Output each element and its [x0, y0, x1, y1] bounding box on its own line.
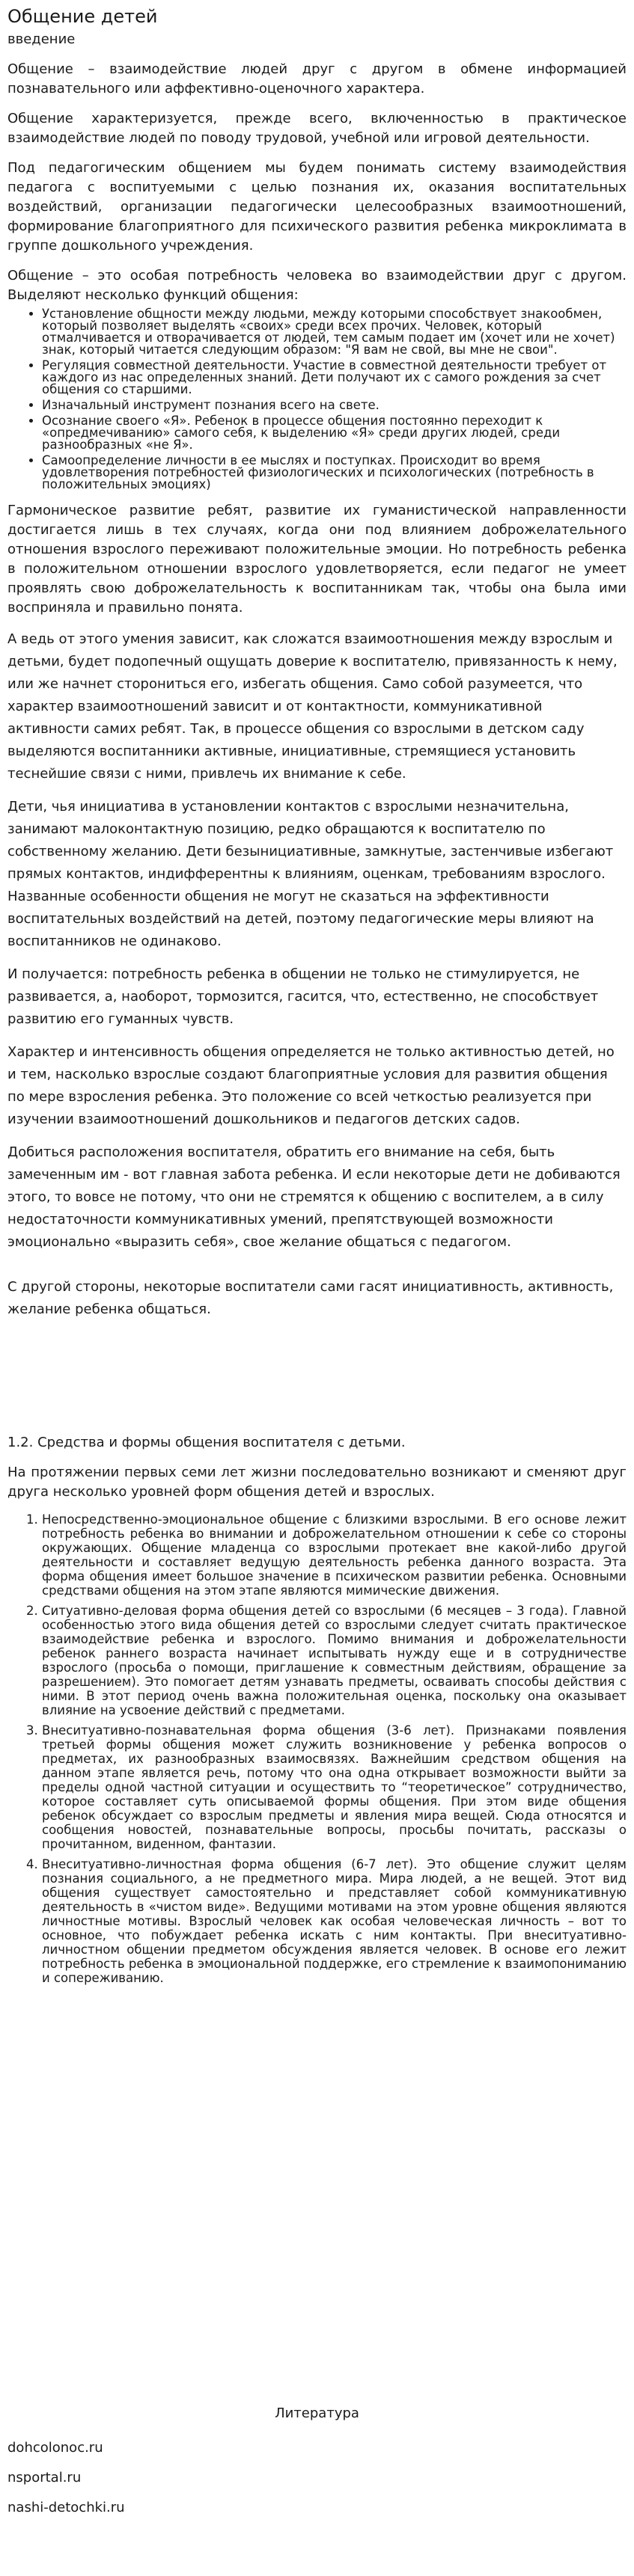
body-paragraph: Гармоническое развитие ребят, развитие их гуманистической направленности достигается лишь в тех случаях, когда они под влиянием доброжелательного отношения взрослого переживают положительные эмоции. Но потребность ребенка в положительном отношении взрослого удовлетворяется, если педагог не умеет проявлять свою доброжелательность к воспитанникам так, чтобы она была ими восприняла и правильно понята. — [7, 503, 627, 616]
intro-paragraph: Под педагогическим общением мы будем понимать систему взаимодействия педагога с воспитуемыми с целью познания их, оказания воспитательных воздействий, организации педагогически целесообразных взаимоотношений, формирование благоприятного для психического развития ребенка микроклимата в группе дошкольного учреждения. — [7, 160, 627, 254]
page-title: Общение детей — [7, 6, 158, 27]
list-item: • Самоопределение личности в ее мыслях и поступках. Происходит во время удовлетворения потребностей физиологических и психологических (потребность в положительных эмоциях) — [42, 455, 627, 491]
literature-item: nsportal.ru — [7, 2470, 82, 2485]
list-item: 1. Непосредственно-эмоциональное общение с близкими взрослыми. В его основе лежит потребность ребенка во внимании и доброжелательном отношении к себе со стороны окружающих. Общение младенца со взрослыми протекает вне какой-либо другой деятельности и составляет ведущую деятельность ребенка данного возраста. Эта форма общения имеет большое значение в психическом развитии ребенка. Основными средствами общения на этом этапе являются мимические движения. — [42, 1512, 627, 1598]
body-paragraph: И получается: потребность ребенка в общении не только не стимулируется, не развивается, а, наоборот, тормозится, гасится, что, естественно, не способствует развитию его гуманных чувств. — [7, 966, 599, 1027]
list-item: • Осознание своего «Я». Ребенок в процессе общения постоянно переходит к «опредмечиванию» самого себя, к выделению «Я» среди других людей, среди разнообразных «не Я». — [42, 415, 627, 451]
body-paragraph: Дети, чья инициатива в установлении контактов с взрослыми незначительна, занимают малоконтактную позицию, редко обращаются к воспитателю по собственному желанию. Дети безынициативные, замкнутые, застенчивые избегают прямых контактов, индифферентны к влияниям, оценкам, требованиям взрослого. Названные особенности общения не могут не сказаться на эффективности воспитательных воздействий на детей, поэтому педагогические меры влияют на воспитанников не одинаково. — [7, 799, 614, 949]
intro-paragraph: Общение характеризуется, прежде всего, включенностью в практическое взаимодействие людей по поводу трудовой, учебной или игровой деятельности. — [7, 111, 627, 146]
subtitle-introduction: введение — [7, 31, 76, 47]
intro-paragraph: Общение – это особая потребность человека во взаимодействии друг с другом. Выделяют несколько функций общения: — [7, 268, 627, 303]
body-paragraph: А ведь от этого умения зависит, как сложатся взаимоотношения между взрослым и детьми, будет подопечный ощущать доверие к воспитателю, привязанность к нему, или же начнет сторониться его, избегать общения. Само собой разумеется, что характер взаимоотношений зависит и от контактности, коммуникативной активности самих ребят. Так, в процессе общения со взрослыми в детском саду выделяются воспитанники активные, инициативные, стремящиеся установить теснейшие связи с ними, привлечь их внимание к себе. — [7, 631, 618, 782]
body-paragraph: Добиться расположения воспитателя, обратить его внимание на себя, быть замеченным им - вот главная забота ребенка. И если некоторые дети не добиваются этого, то вовсе не потому, что они не стремятся к общению с воспителем, а в силу недостаточности коммуникативных умений, препятствующей возможности эмоционально «выразить себя», свое желание общаться с педагогом. — [7, 1144, 621, 1250]
literature-item: nashi-detochki.ru — [7, 2500, 125, 2515]
list-item: • Изначальный инструмент познания всего на свете. — [42, 399, 627, 411]
section-intro: На протяжении первых семи лет жизни последовательно возникают и сменяют друг друга несколько уровней форм общения детей и взрослых. — [7, 1465, 627, 1500]
list-item: 2. Ситуативно-деловая форма общения детей со взрослыми (6 месяцев – 3 года). Главной особенностью этого вида общения детей со взрослыми следует считать практическое взаимодействие ребенка и взрослого. Помимо внимания и доброжелательности ребенок раннего возраста начинает испытывать нужду еще и в сотрудничестве взрослого (просьба о помощи, приглашение к совместным действиям, обращение за разрешением). Это помогает детям узнавать предметы, осваивать способы действия с ними. В этот период очень важна положительная оценка, поскольку она оказывает влияние на усвоение действий с предметами. — [42, 1604, 627, 1717]
intro-paragraph: Общение – взаимодействие людей друг с другом в обмене информацией познавательного или аффективно-оценочного характера. — [7, 61, 627, 96]
list-item: 4. Внеситуативно-личностная форма общения (6-7 лет). Это общение служит целям познания социального, а не предметного мира. Мира людей, а не вещей. Этот вид общения существует самостоятельно и представляет собой коммуникативную деятельность в «чистом виде». Ведущими мотивами на этом уровне общения являются личностные мотивы. Взрослый человек как особая человеческая личность – вот то основное, что побуждает ребенка искать с ним контакты. При внеситуативно-личностном общении предметом обсуждения является человек. В основе его лежит потребность ребенка в эмоциональной поддержке, его стремление к взаимопониманию и сопереживанию. — [42, 1857, 627, 1985]
list-item: • Регуляция совместной деятельности. Участие в совместной деятельности требует от каждого из нас определенных знаний. Дети получают их с самого рождения за счет общения со старшими. — [42, 360, 627, 396]
literature-item: dohcolonoc.ru — [7, 2440, 103, 2456]
literature-heading: Литература — [275, 2405, 359, 2421]
section-heading: 1.2. Средства и формы общения воспитателя с детьми. — [7, 1435, 406, 1450]
body-paragraph: Характер и интенсивность общения определяется не только активностью детей, но и тем, насколько взрослые создают благоприятные условия для развития общения по мере взросления ребенка. Это положение со всей четкостью реализуется при изучении взаимоотношений дошкольников и педагогов детских садов. — [7, 1044, 615, 1127]
functions-list — [7, 308, 627, 491]
body-paragraph: С другой стороны, некоторые воспитатели сами гасят инициативность, активность, желание ребенка общаться. — [7, 1279, 614, 1317]
forms-list — [7, 1512, 627, 1985]
list-item: • Установление общности между людьми, между которыми способствует знакообмен, который позволяет выделять «своих» среди всех прочих. Человек, который отмалчивается и отворачивается от людей, тем самым подает им (хочет или не хочет) знак, который читается следующим образом: "Я вам не свой, вы мне не свои". — [42, 308, 627, 356]
list-item: 3. Внеситуативно-познавательная форма общения (3-6 лет). Признаками появления третьей формы общения может служить возникновение у ребенка вопросов о предметах, их разнообразных взаимосвязях. Важнейшим средством общения на данном этапе является речь, потому что она одна открывает возможности выйти за пределы одной частной ситуации и осуществить то “теоретическое” сотрудничество, которое составляет суть описываемой формы общения. При этом виде общения ребенок обсуждает со взрослым предметы и явления мира вещей. Сюда относятся и сообщения новостей, познавательные вопросы, просьбы почитать, рассказы о прочитанном, виденном, фантазии. — [42, 1723, 627, 1851]
